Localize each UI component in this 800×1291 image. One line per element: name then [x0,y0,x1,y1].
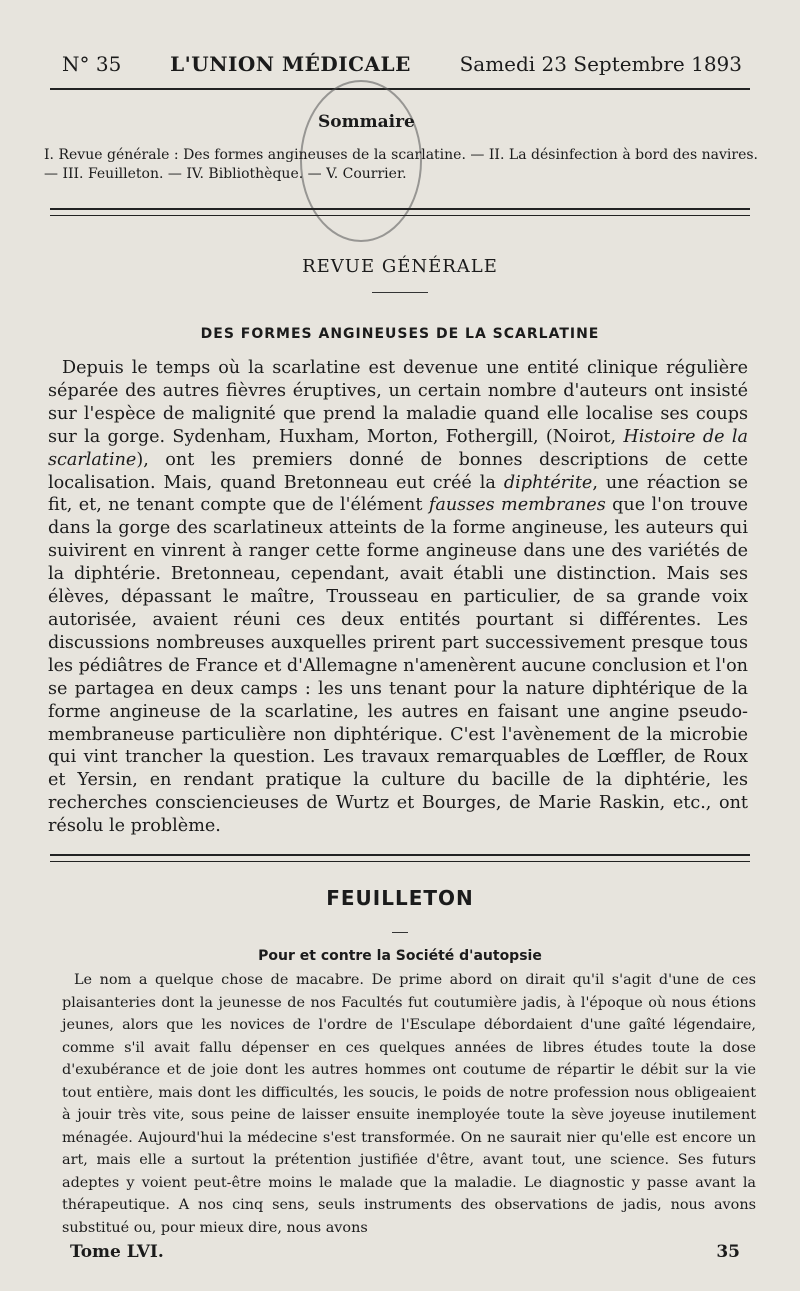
issue-date: Samedi 23 Septembre 1893 [459,52,742,76]
masthead [62,52,742,86]
fausses-membranes-term: fausses membranes [428,495,606,516]
article-paragraph: Depuis le temps où la scarlatine est devenue une entité clinique régulière séparée des autres fièvres éruptives, un certain nombre d'auteurs ont insisté sur l'espèce de malignité que prend la maladie quand elle localise ses coups sur la gorge. Sydenham, Huxham, Morton, Fothergill, (Noirot, Histoire de la scarlatine), ont les premiers donné de bonnes descriptions de cette localisation. Mais, quand Bretonneau eut créé la diphtérite, une réaction se fit, et, ne tenant compte que de l'élément fausses membranes que l'on trouve dans la gorge des scarlatineux atteints de la forme angineuse, les auteurs qui suivirent en vinrent à ranger cette forme angineuse dans une des variétés de la diphtérie. Bretonneau, cependant, avait établi une distinction. Mais ses élèves, dépassant le maître, Trousseau en particulier, de sa grande voix autorisée, avaient réuni ces deux entités pourtant si différentes. Les discussions nombreuses auxquelles prirent part successivement presque tous les pédiâtres de France et d'Allemagne n'amenèrent aucune conclusion et l'on se partagea en deux camps : les uns tenant pour la nature diphtérique de la forme angineuse de la scarlatine, les autres en faisant une angine pseudo-membraneuse particulière non diphtérique. C'est l'avènement de la microbie qui vint trancher la question. Les travaux remarquables de Lœffler, de Roux et Yersin, en rendant pratique la culture du bacille de la diphtérie, les recherches consciencieuses de Wurtz et Bourges, de Marie Raskin, etc., ont résolu le problème. [48,358,749,837]
issue-number: N° 35 [62,52,122,76]
feuilleton-divider [50,854,750,862]
journal-title: L'UNION MÉDICALE [170,52,411,76]
page-footer [70,1242,740,1262]
section-divider [50,208,750,216]
article-title: DES FORMES ANGINEUSES DE LA SCARLATINE [200,326,600,342]
book-title: Histoire de la scarlatine [48,426,748,470]
feuilleton-dash [392,932,408,933]
feuilleton-body [62,969,756,1239]
title-underline [372,292,428,293]
volume-label: Tome LVI. [70,1242,164,1262]
feuilleton-subtitle: Pour et contre la Société d'autopsie [258,948,542,964]
feuilleton-title: FEUILLETON [326,886,474,910]
article-body [48,357,748,838]
page-number: 35 [716,1242,740,1262]
table-of-contents: I. Revue générale : Des formes angineuses de la scarlatine. — II. La désinfection à bord des navires. — III. Feuilleton. — IV. Bibliothèque. — V. Courrier. [44,147,758,182]
section-title: REVUE GÉNÉRALE [302,256,498,277]
masthead-rule [50,88,750,90]
sommaire-label: Sommaire [318,112,415,132]
feuilleton-paragraph: Le nom a quelque chose de macabre. De prime abord on dirait qu'il s'agit d'une de ces plaisanteries dont la jeunesse de nos Facultés fut coutumière jadis, à l'époque où nous étions jeunes, alors que les novices de l'ordre de l'Esculape débordaient d'une gaîté légendaire, comme s'il avait fallu dépenser en ces quelques années de libres études toute la dose d'exubérance et de joie dont les autres hommes ont coutume de répartir le débit sur la vie tout entière, mais dont les difficultés, les soucis, le poids de notre profession nous obligeaient à jouir très vite, sous peine de laisser ensuite inemployée toute la sève joyeuse inutilement ménagée. Aujourd'hui la médecine s'est transformée. On ne saurait nier qu'elle est encore un art, mais elle a surtout la prétention justifiée d'être, avant tout, une science. Ses futurs adeptes y voient peut-être moins le malade que la maladie. Le diagnostic y passe avant la thérapeutique. A nos cinq sens, seuls instruments des observations de jadis, nous avons substitué ou, pour mieux dire, nous avons [62,972,756,1236]
diphterite-term: diphtérite [503,472,593,493]
